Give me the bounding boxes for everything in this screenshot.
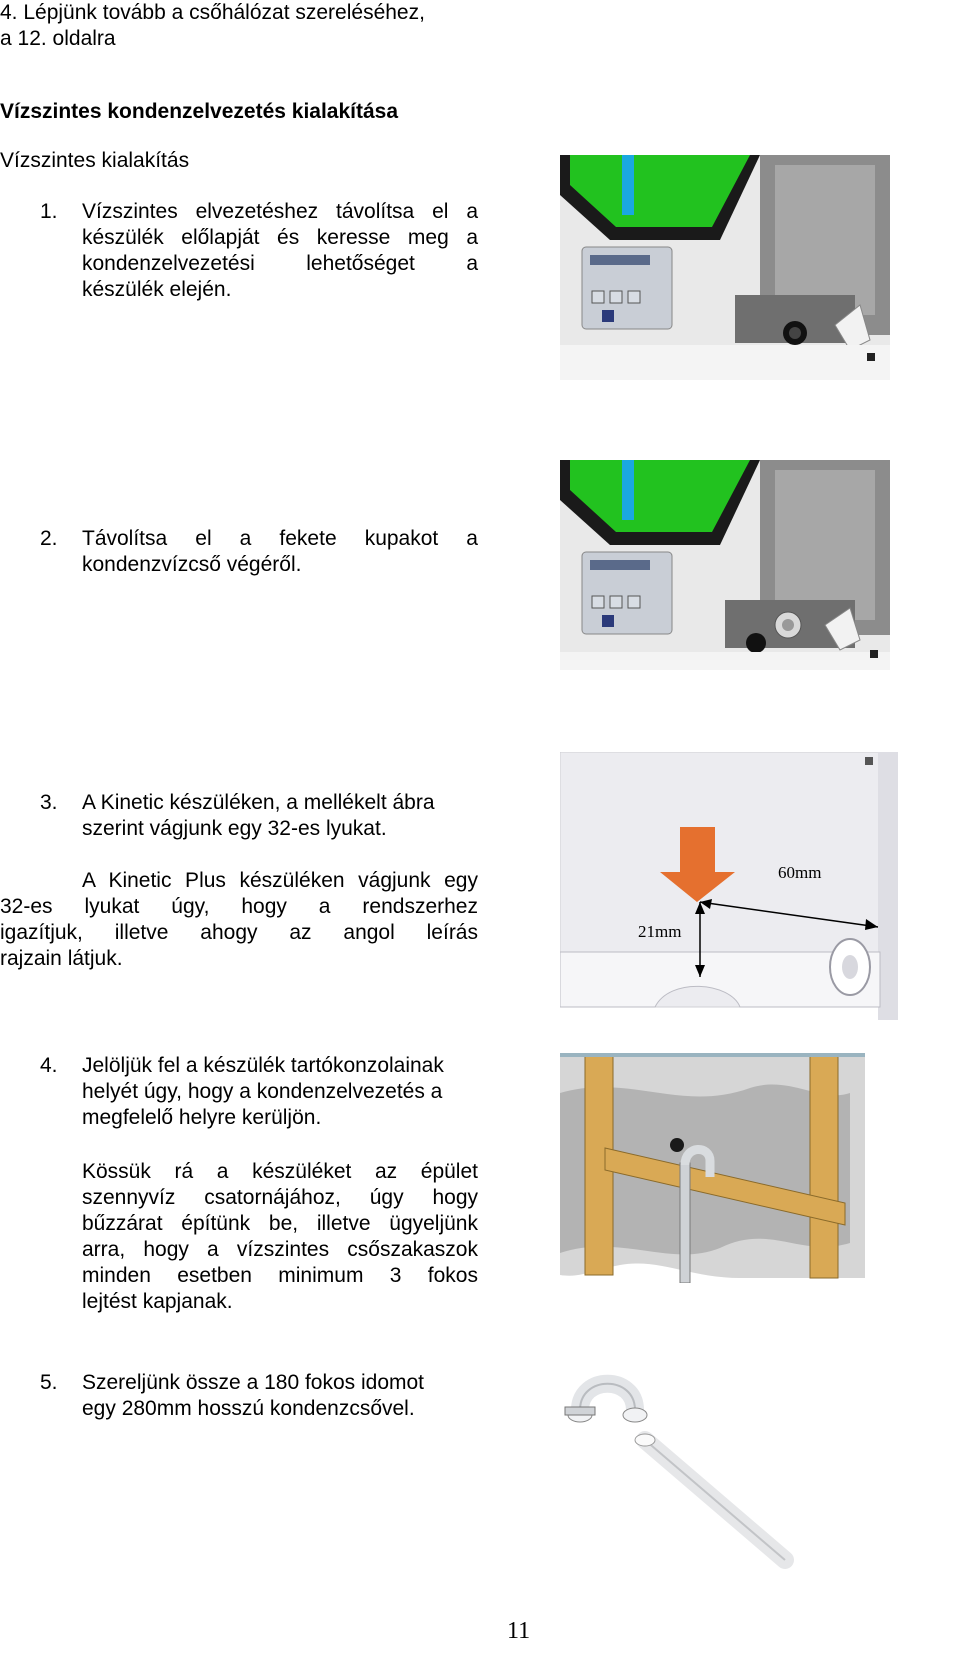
step-5-number: 5. [40,1371,58,1394]
subtitle: Vízszintes kialakítás [0,149,190,172]
page-number: 11 [507,1618,531,1644]
step-1-text: Vízszintes elvezetéshez távolítsa el a készülék előlapját és keresse meg a kondenzelvezetési lehetőséget a készülék elején. [82,200,478,301]
step-4-extra-text: Kössük rá a készüléket az épület szennyvíz csatornájához, úgy hogy bűzzárat építünk be, illetve ügyeljünk arra, hogy a vízszintes csőszakaszok minden esetben minimum 3 fokos lejtést kapjanak. [82,1160,478,1313]
cutout-measurement-figure [560,752,900,1020]
step-2-number: 2. [40,527,58,550]
step-3-number: 3. [40,791,58,814]
step-3-text: A Kinetic készüléken, a mellékelt ábra szerint vágjunk egy 32-es lyukat. [82,791,435,840]
step-1-number: 1. [40,200,58,223]
step-3-plus-text: A Kinetic Plus készüléken vágjunk egy 32-es lyukat úgy, hogy a rendszerhez igazítjuk, illetve ahogy az angol leírás rajzain látjuk. [0,869,478,970]
section-title: Vízszintes kondenzelvezetés kialakítása [0,100,399,123]
wall-pipe-figure [560,1053,870,1283]
step-5-text: Szereljünk össze a 180 fokos idomot egy 280mm hosszú kondenzcsővel. [82,1371,425,1420]
label-60mm: 60mm [778,863,822,882]
step-2-text: Távolítsa el a fekete kupakot a kondenzvízcső végéről. [82,527,478,576]
boiler-front-figure-2 [560,460,890,670]
step-4-text: Jelöljük fel a készülék tartókonzolainak helyét úgy, hogy a kondenzelvezetés a megfelelő helyre kerüljön. [82,1054,444,1129]
step-4-number: 4. [40,1054,58,1077]
intro-text: 4. Lépjünk tovább a csőhálózat szereléséhez, a 12. oldalra [0,1,425,50]
boiler-front-figure-1 [560,155,890,380]
label-21mm: 21mm [638,922,682,941]
bend-and-pipe-figure [560,1365,810,1570]
